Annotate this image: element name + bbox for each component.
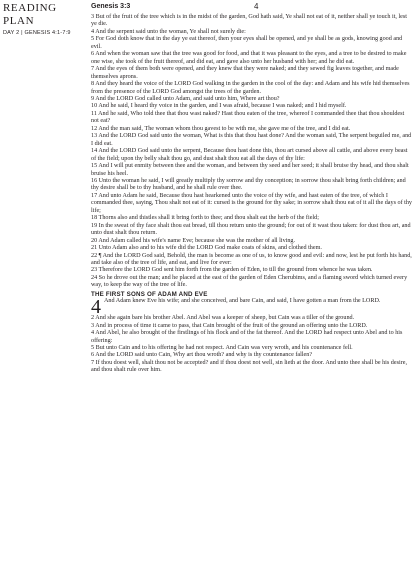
section-heading: THE FIRST SONS OF ADAM AND EVE	[91, 290, 208, 298]
running-head-reference: Genesis 3:3	[91, 3, 131, 10]
verse-3-5: 5 For God doth know that in the day ye eat thereof, then your eyes shall be opened, and ye shall be as gods, knowing good and evil.	[91, 36, 403, 50]
verse-4-7: 7 If thou doest well, shalt thou not be accepted? and if thou doest not well, sin lieth at the door. And unto thee shall be his desire, and thou shalt rule over him.	[91, 359, 408, 374]
verse-4-4: 4 And Abel, he also brought of the firstlings of his flock and of the fat thereof. And the LORD had respect unto Abel and to his offering:	[91, 330, 403, 344]
verse-3-18: 18 Thorns also and thistles shall it bring forth to thee; and thou shalt eat the herb of the field;	[91, 215, 319, 222]
verse-4-3: 3 And in process of time it came to pass, that Cain brought of the fruit of the ground an offering unto the LORD.	[91, 322, 368, 329]
verse-3-14: 14 And the LORD God said unto the serpent, Because thou hast done this, thou art cursed above all cattle, and above every beast of the field; upon thy belly shalt thou go, and dust shalt thou eat all the days of thy life:	[91, 148, 408, 162]
verse-3-19: 19 In the sweat of thy face shalt thou eat bread, till thou return unto the ground; for out of it wast thou taken: for dust thou art, and unto dust shalt thou return.	[91, 222, 411, 237]
verse-3-15: 15 And I will put enmity between thee and the woman, and between thy seed and her seed; it shall bruise thy head, and thou shalt bruise his heel.	[91, 163, 409, 177]
verse-3-4: 4 And the serpent said unto the woman, Ye shall not surely die:	[91, 28, 246, 35]
verse-4-2: 2 And she again bare his brother Abel. And Abel was a keeper of sheep, but Cain was a tiller of the ground.	[91, 315, 355, 322]
verse-3-9: 9 And the LORD God called unto Adam, and said unto him, Where art thou?	[91, 95, 280, 102]
verse-3-6: 6 And when the woman saw that the tree was good for food, and that it was pleasant to the eyes, and a tree to be desired to make one wise, she took of the fruit thereof, and did eat, and gave also unto her husband with her; and he did eat.	[91, 51, 407, 65]
verse-3-12: 12 And the man said, The woman whom thou gavest to be with me, she gave me of the tree, and I did eat.	[91, 125, 351, 132]
verse-3-16: 16 Unto the woman he said, I will greatly multiply thy sorrow and thy conception; in sorrow thou shalt bring forth children; and thy desire shall be to thy husband, and he shall rule over thee.	[91, 177, 406, 192]
reading-plan-day: DAY 2 | GENESIS 4:1-7:9	[3, 30, 71, 36]
verse-3-17: 17 And unto Adam he said, Because thou hast hearkened unto the voice of thy wife, and hast eaten of the tree, of which I commanded thee, saying, Thou shalt not eat of it: cursed is the ground for thy sake; in sorrow shalt thou eat of it all the days of thy life;	[91, 192, 413, 214]
verse-3-13: 13 And the LORD God said unto the woman, What is this that thou hast done? And the woman said, The serpent beguiled me, and I did eat.	[91, 133, 412, 147]
verse-3-20: 20 And Adam called his wife's name Eve; because she was the mother of all living.	[91, 237, 296, 244]
verse-3-3: 3 But of the fruit of the tree which is in the midst of the garden, God hath said, Ye shall not eat of it, neither shall ye touch it, lest ye die.	[91, 14, 408, 28]
verse-3-21: 21 Unto Adam also and to his wife did the LORD God make coats of skins, and clothed them.	[91, 245, 322, 252]
verse-3-8: 8 And they heard the voice of the LORD God walking in the garden in the cool of the day: and Adam and his wife hid themselves from the presence of the LORD God amongst the trees of the garden.	[91, 81, 410, 95]
chapter-number-drop-cap: 4	[91, 296, 101, 319]
verse-3-10: 10 And he said, I heard thy voice in the garden, and I was afraid, because I was naked; and I hid myself.	[91, 103, 347, 110]
verse-3-24: 24 So he drove out the man; and he placed at the east of the garden of Eden Cherubims, and a flaming sword which turned every way, to keep the way of the tree of life.	[91, 274, 408, 289]
reading-plan-sidebar	[3, 2, 85, 36]
scripture-column	[91, 14, 412, 375]
verse-3-7: 7 And the eyes of them both were opened, and they knew that they were naked; and they sewed fig leaves together, and made themselves aprons.	[91, 66, 399, 80]
reading-plan-title: READING PLAN	[3, 2, 57, 27]
verse-3-22: 22 ¶ And the LORD God said, Behold, the man is become as one of us, to know good and evil: and now, lest he put forth his hand, and take also of the tree of life, and eat, and live for ever:	[91, 252, 412, 266]
verse-4-1-text: And Adam knew Eve his wife; and she conceived, and bare Cain, and said, I have gotten a man from the LORD.	[104, 298, 381, 305]
verse-3-11: 11 And he said, Who told thee that thou wast naked? Hast thou eaten of the tree, whereof I commanded thee that thou shouldest not eat?	[91, 110, 405, 125]
verse-4-6: 6 And the LORD said unto Cain, Why art thou wroth? and why is thy countenance fallen?	[91, 352, 313, 359]
verse-3-23: 23 Therefore the LORD God sent him forth from the garden of Eden, to till the ground from whence he was taken.	[91, 267, 373, 274]
verse-4-5: 5 But unto Cain and to his offering he had not respect. And Cain was very wroth, and his countenance fell.	[91, 345, 353, 352]
page-number: 4	[254, 2, 259, 11]
